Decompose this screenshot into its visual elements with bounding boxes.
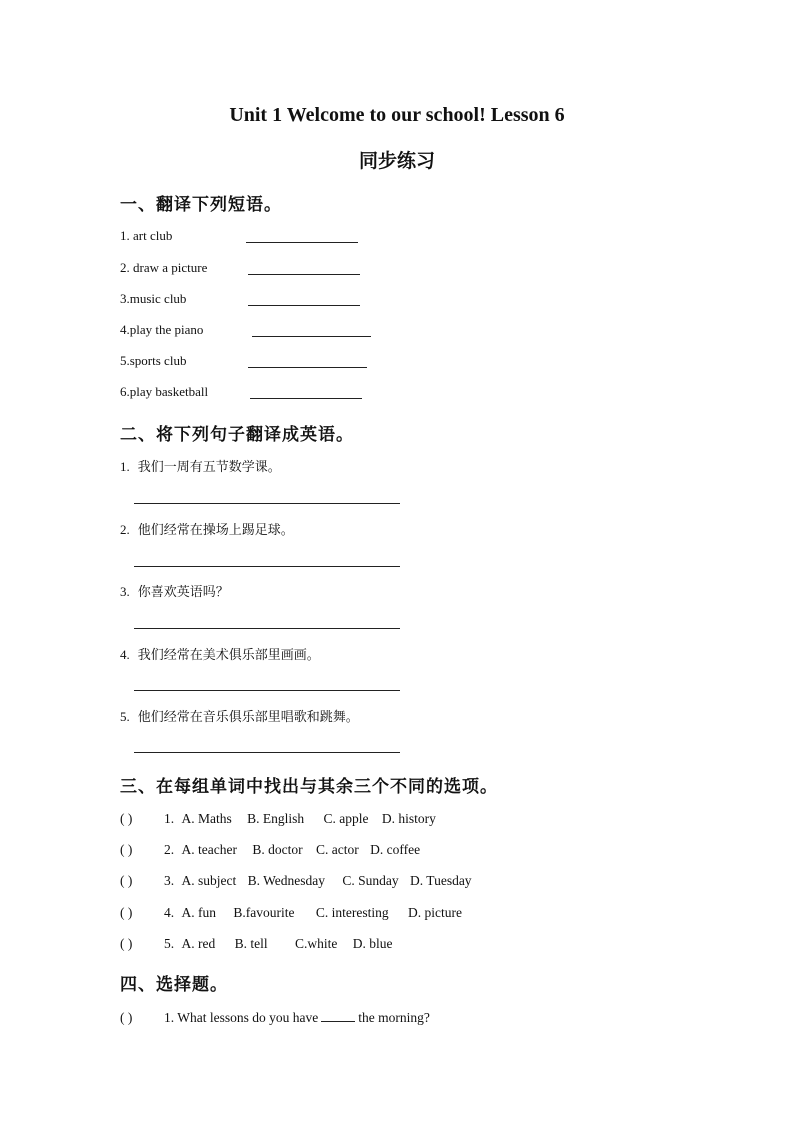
sentence-text: 他们经常在音乐俱乐部里唱歌和跳舞。 xyxy=(137,710,359,725)
option-b: B. doctor xyxy=(252,842,303,857)
sentence-text: 我们一周有五节数学课。 xyxy=(137,460,281,475)
question-number: 4. xyxy=(164,905,175,920)
answer-paren[interactable]: ( ) xyxy=(120,842,133,857)
answer-paren[interactable]: ( ) xyxy=(120,936,133,951)
sentence-number: 3. xyxy=(120,584,130,599)
phrase-item-5: 5.sports club xyxy=(120,353,187,368)
odd-one-out-item-5 xyxy=(120,936,393,952)
option-b: B. Wednesday xyxy=(247,873,326,888)
option-d: D. Tuesday xyxy=(410,873,472,888)
sentence-answer-line-4[interactable] xyxy=(134,690,400,691)
answer-paren[interactable]: ( ) xyxy=(120,873,133,888)
question-text-before: What lessons do you have xyxy=(177,1010,319,1025)
fill-in-blank[interactable] xyxy=(321,1009,355,1022)
option-b: B.favourite xyxy=(233,905,295,920)
answer-blank-2[interactable] xyxy=(248,274,360,275)
option-a: A. red xyxy=(181,936,216,951)
sentence-item-5 xyxy=(120,706,359,725)
section-3-heading: 三、在每组单词中找出与其余三个不同的选项。 xyxy=(120,777,498,797)
section-1-heading: 一、翻译下列短语。 xyxy=(120,195,282,215)
sentence-number: 4. xyxy=(120,647,130,662)
option-d: D. picture xyxy=(407,905,462,920)
sentence-answer-line-3[interactable] xyxy=(134,628,400,629)
section-2-heading: 二、将下列句子翻译成英语。 xyxy=(120,425,354,445)
answer-blank-6[interactable] xyxy=(250,398,362,399)
question-number: 1. xyxy=(164,811,175,826)
sentence-item-2 xyxy=(120,519,294,538)
option-a: A. fun xyxy=(181,905,216,920)
option-c: C. actor xyxy=(315,842,359,857)
sentence-text: 他们经常在操场上踢足球。 xyxy=(137,523,294,538)
page-title: Unit 1 Welcome to our school! Lesson 6 xyxy=(229,104,565,126)
question-number: 3. xyxy=(164,873,175,888)
answer-paren[interactable]: ( ) xyxy=(120,811,133,826)
sentence-answer-line-2[interactable] xyxy=(134,566,400,567)
odd-one-out-item-1 xyxy=(120,811,436,827)
page-subtitle: 同步练习 xyxy=(358,150,435,172)
option-a: A. Maths xyxy=(181,811,232,826)
answer-paren[interactable]: ( ) xyxy=(120,905,133,920)
option-a: A. subject xyxy=(181,873,237,888)
sentence-text: 你喜欢英语吗？ xyxy=(137,585,229,600)
phrase-item-4: 4.play the piano xyxy=(120,322,204,337)
option-d: D. coffee xyxy=(370,842,421,857)
option-d: D. history xyxy=(381,811,436,826)
answer-blank-3[interactable] xyxy=(248,305,360,306)
option-a: A. teacher xyxy=(181,842,237,857)
option-b: B. tell xyxy=(234,936,268,951)
sentence-number: 5. xyxy=(120,709,130,724)
sentence-item-4 xyxy=(120,644,320,663)
answer-paren[interactable]: ( ) xyxy=(120,1010,133,1025)
multiple-choice-item-1 xyxy=(120,1009,430,1026)
phrase-item-6: 6.play basketball xyxy=(120,384,209,399)
sentence-answer-line-5[interactable] xyxy=(134,752,400,753)
sentence-number: 1. xyxy=(120,459,130,474)
odd-one-out-item-4 xyxy=(120,905,462,921)
question-number: 5. xyxy=(164,936,175,951)
sentence-item-1 xyxy=(120,456,281,475)
question-number: 1. xyxy=(164,1010,175,1025)
sentence-item-3 xyxy=(120,581,229,600)
phrase-item-2: 2. draw a picture xyxy=(120,260,208,275)
answer-blank-5[interactable] xyxy=(248,367,367,368)
option-d: D. blue xyxy=(352,936,393,951)
option-c: C. Sunday xyxy=(342,873,399,888)
phrase-item-3: 3.music club xyxy=(120,291,187,306)
option-b: B. English xyxy=(247,811,305,826)
sentence-answer-line-1[interactable] xyxy=(134,503,400,504)
sentence-text: 我们经常在美术俱乐部里画画。 xyxy=(137,648,320,663)
answer-blank-4[interactable] xyxy=(252,336,371,337)
odd-one-out-item-2 xyxy=(120,842,420,858)
sentence-number: 2. xyxy=(120,522,130,537)
question-text-after: the morning? xyxy=(358,1010,430,1025)
option-c: C.white xyxy=(295,936,338,951)
option-c: C. interesting xyxy=(315,905,389,920)
question-number: 2. xyxy=(164,842,175,857)
odd-one-out-item-3 xyxy=(120,873,472,889)
answer-blank-1[interactable] xyxy=(246,242,358,243)
section-4-heading: 四、选择题。 xyxy=(120,975,228,995)
option-c: C. apple xyxy=(323,811,369,826)
phrase-item-1: 1. art club xyxy=(120,228,173,243)
